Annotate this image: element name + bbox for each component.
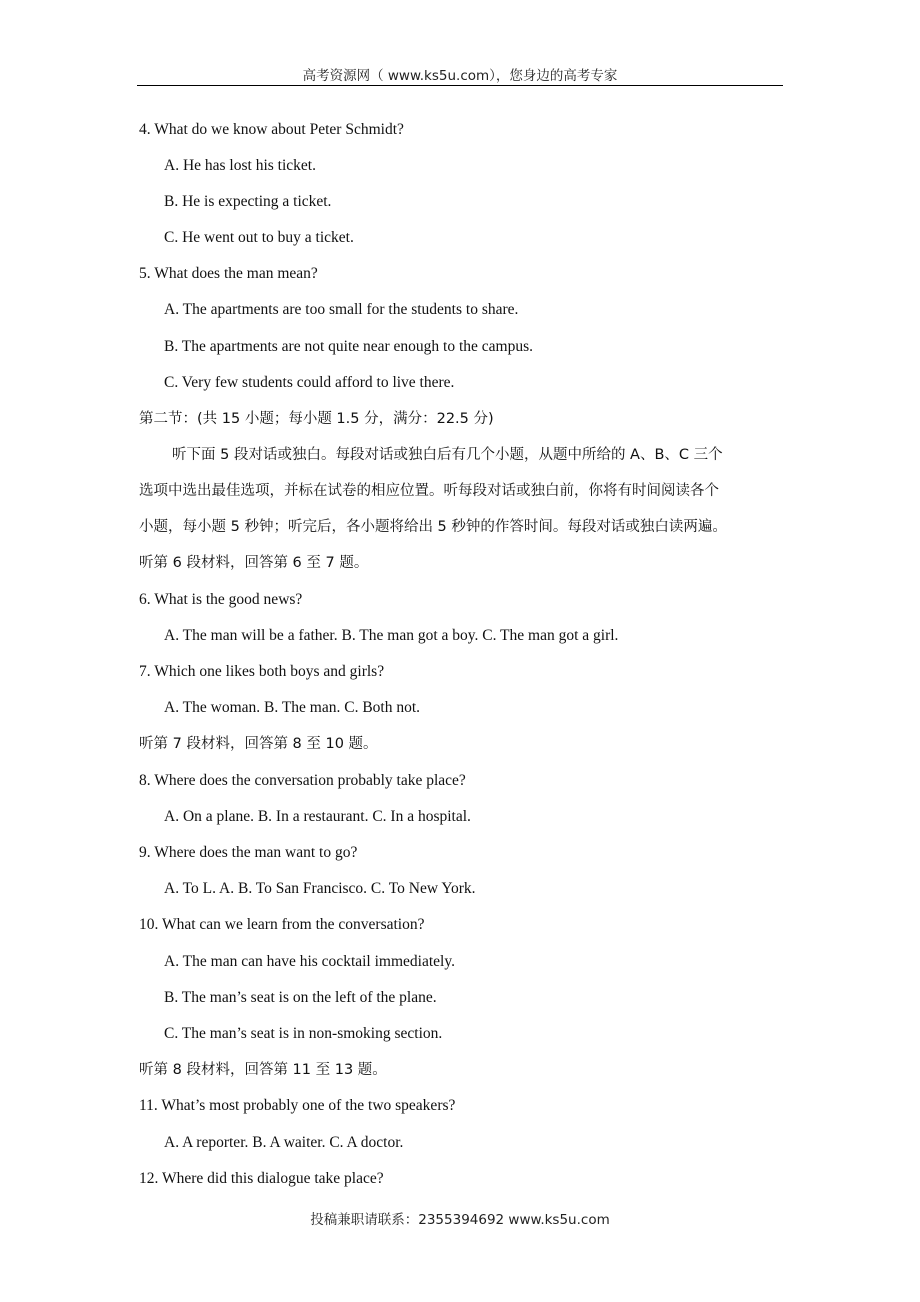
options-6: A. The man will be a father. B. The man got a boy. C. The man got a girl. [164, 627, 619, 644]
question-6: 6. What is the good news? [139, 591, 303, 608]
page-footer: 投稿兼职请联系：2355394692 www.ks5u.com [310, 1212, 610, 1228]
question-7: 7. Which one likes both boys and girls? [139, 663, 385, 680]
options-9: A. To L. A. B. To San Francisco. C. To New York. [164, 880, 476, 897]
option-10b: B. The man’s seat is on the left of the plane. [164, 989, 437, 1006]
page-header: 高考资源网（ www.ks5u.com），您身边的高考专家 [302, 68, 618, 84]
header-divider [137, 85, 783, 86]
question-8: 8. Where does the conversation probably take place? [139, 772, 466, 789]
option-4c: C. He went out to buy a ticket. [164, 229, 354, 246]
instructions-line-3: 小题，每小题 5 秒钟；听完后，各小题将给出 5 秒钟的作答时间。每段对话或独白读两遍。 [139, 519, 727, 535]
options-8: A. On a plane. B. In a restaurant. C. In a hospital. [164, 808, 471, 825]
option-5c: C. Very few students could afford to live there. [164, 374, 455, 391]
option-5a: A. The apartments are too small for the students to share. [164, 301, 519, 318]
option-5b: B. The apartments are not quite near enough to the campus. [164, 338, 534, 355]
instructions-line-2: 选项中选出最佳选项，并标在试卷的相应位置。听每段对话或独白前，你将有时间阅读各个 [139, 483, 719, 499]
option-10a: A. The man can have his cocktail immediately. [164, 953, 455, 970]
question-5: 5. What does the man mean? [139, 265, 318, 282]
material-6-heading: 听第 6 段材料，回答第 6 至 7 题。 [139, 555, 369, 571]
material-8-heading: 听第 8 段材料，回答第 11 至 13 题。 [139, 1062, 387, 1078]
option-4b: B. He is expecting a ticket. [164, 193, 332, 210]
section-heading: 第二节：(共 15 小题；每小题 1.5 分，满分：22.5 分) [139, 411, 494, 427]
options-7: A. The woman. B. The man. C. Both not. [164, 699, 421, 716]
question-10: 10. What can we learn from the conversation? [139, 916, 425, 933]
question-12: 12. Where did this dialogue take place? [139, 1170, 384, 1187]
options-11: A. A reporter. B. A waiter. C. A doctor. [164, 1134, 404, 1151]
question-9: 9. Where does the man want to go? [139, 844, 358, 861]
option-10c: C. The man’s seat is in non-smoking section. [164, 1025, 443, 1042]
question-4: 4. What do we know about Peter Schmidt? [139, 121, 404, 138]
option-4a: A. He has lost his ticket. [164, 157, 316, 174]
question-11: 11. What’s most probably one of the two speakers? [139, 1097, 456, 1114]
instructions-line-1: 听下面 5 段对话或独白。每段对话或独白后有几个小题，从题中所给的 A、B、C 三个 [172, 447, 723, 463]
material-7-heading: 听第 7 段材料，回答第 8 至 10 题。 [139, 736, 378, 752]
